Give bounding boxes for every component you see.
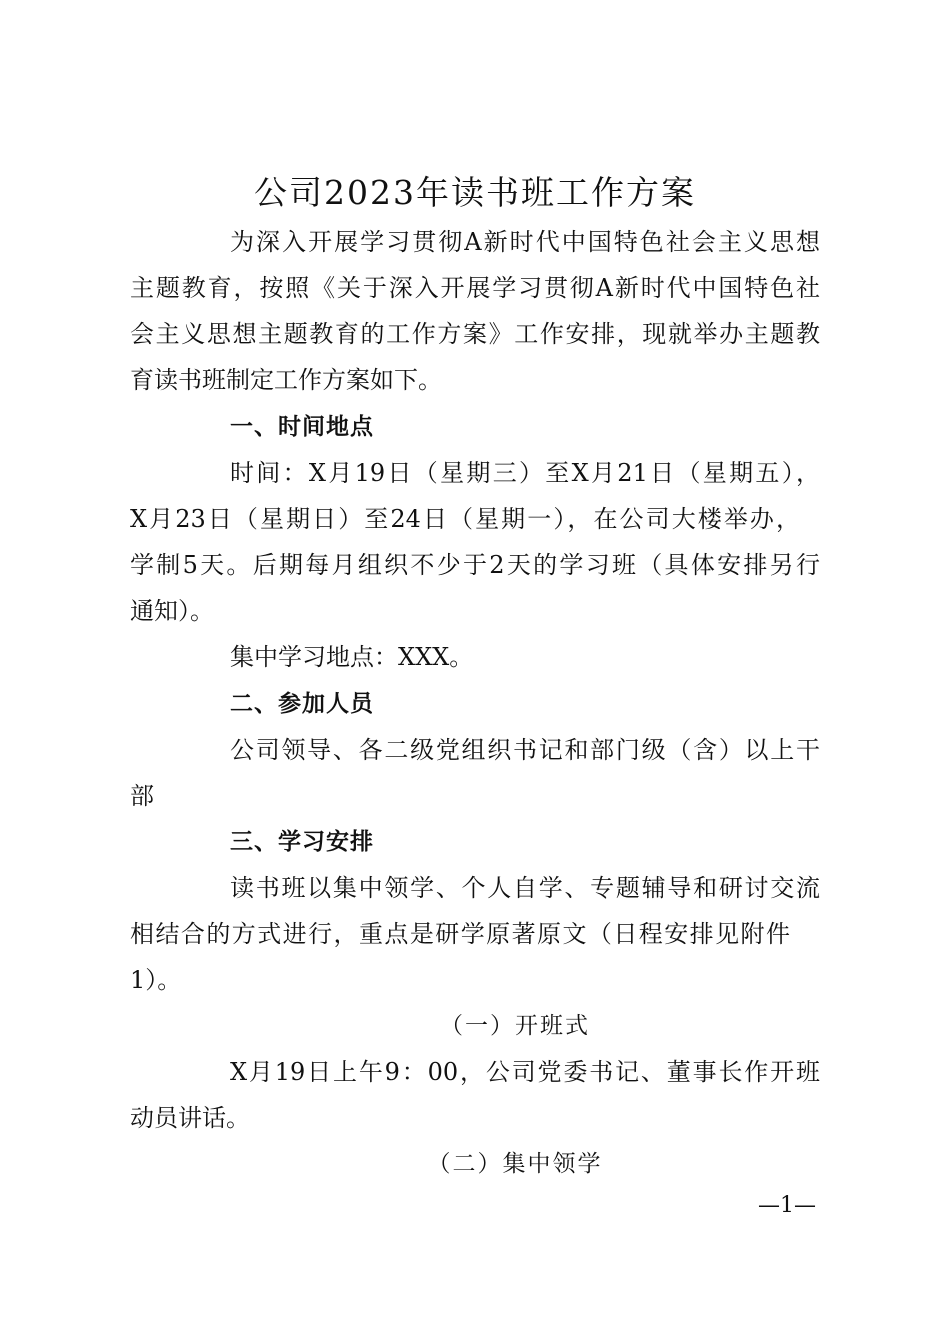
subsection-1-heading: （一）开班式 <box>440 1013 590 1039</box>
participants-line-1: 公司领导、各二级党组织书记和部门级（含）以上干 <box>230 736 820 764</box>
document-title: 公司2023年读书班工作方案 <box>254 173 696 212</box>
intro-line-2: 主题教育，按照《关于深入开展学习贯彻A新时代中国特色社 <box>130 274 820 302</box>
time-line-3: 学制5天。后期每月组织不少于2天的学习班（具体安排另行 <box>130 551 820 579</box>
location-line: 集中学习地点：XXX。 <box>230 643 474 671</box>
section-2-heading: 二、参加人员 <box>230 691 374 717</box>
page-number: —1— <box>758 1193 816 1218</box>
time-line-2: X月23日（星期日）至24日（星期一），在公司大楼举办， <box>130 505 800 533</box>
time-line-4: 通知）。 <box>130 597 214 625</box>
opening-line-2: 动员讲话。 <box>130 1104 250 1132</box>
opening-line-1: X月19日上午9：00，公司党委书记、董事长作开班 <box>230 1058 820 1086</box>
section-1-heading: 一、时间地点 <box>230 414 374 440</box>
section-3-heading: 三、学习安排 <box>230 829 374 855</box>
intro-line-3: 会主义思想主题教育的工作方案》工作安排，现就举办主题教 <box>130 320 820 348</box>
time-line-1: 时间：X月19日（星期三）至X月21日（星期五）， <box>230 459 820 487</box>
participants-line-2: 部 <box>130 782 154 810</box>
arrangement-line-3: 1）。 <box>130 966 182 994</box>
intro-line-4: 育读书班制定工作方案如下。 <box>130 366 442 394</box>
intro-line-1: 为深入开展学习贯彻A新时代中国特色社会主义思想 <box>230 228 820 256</box>
arrangement-line-2: 相结合的方式进行，重点是研学原著原文（日程安排见附件 <box>130 920 790 948</box>
subsection-2-heading: （二）集中领学 <box>427 1151 603 1177</box>
arrangement-line-1: 读书班以集中领学、个人自学、专题辅导和研讨交流 <box>230 874 820 902</box>
